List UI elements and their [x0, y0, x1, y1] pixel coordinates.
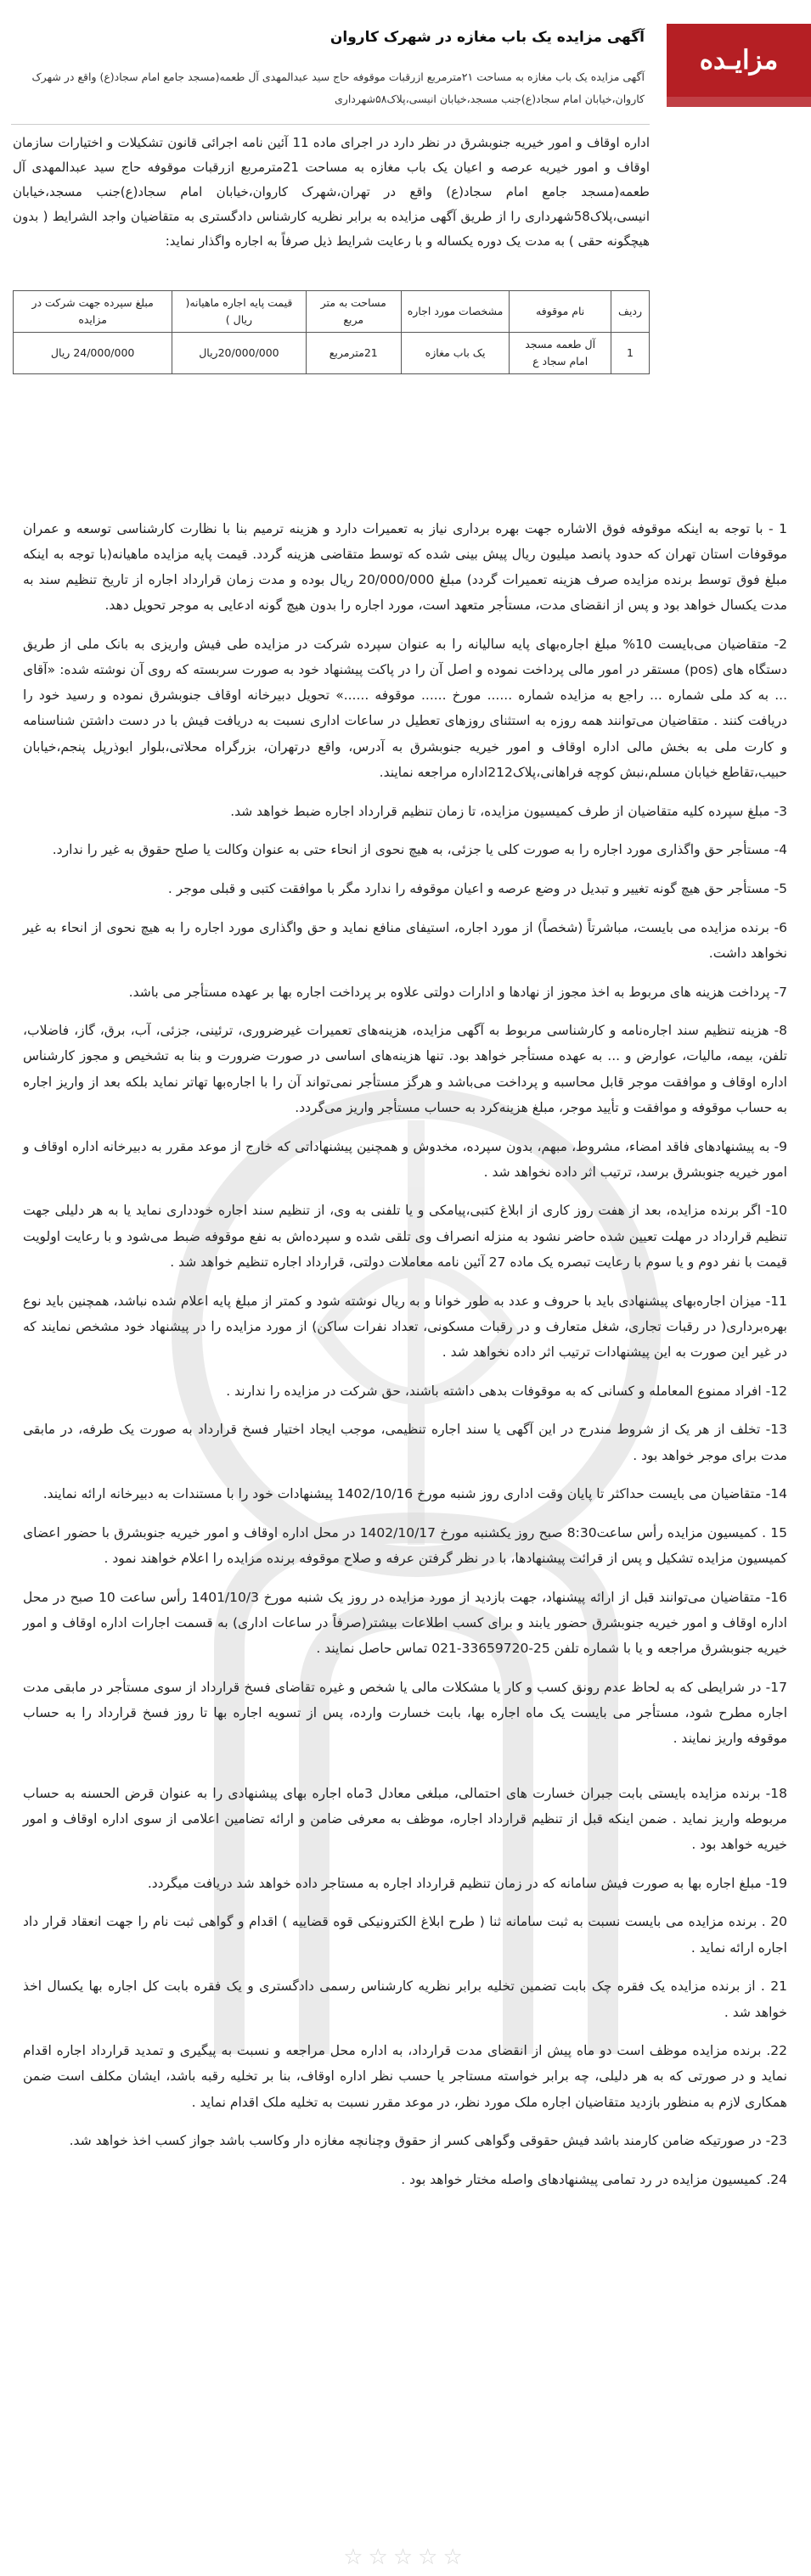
term-item: 19- مبلغ اجاره بها به صورت فیش سامانه که در زمان تنظیم قرارداد اجاره به مستاجر داده خواهد شد دریافت میگردد. [147, 1875, 787, 1891]
term-item: 17- در شرایطی که به لحاظ عدم رونق کسب و کار یا مشکلات مالی یا شخص و غیره تقاضای فسخ قرارداد از سوی مستأجر در مابقی مدت اجاره مطرح شود، مستأجر می بایست یک ماه اجاره بها، بابت خسارت وارده، پس از تسویه اجاره بها تا روز فسخ قرارداد را به حساب موقوفه واریز نمایند . [23, 1680, 787, 1747]
table-cell: آل طعمه مسجد امام سجاد ع [510, 333, 611, 374]
term-item: 13- تخلف از هر یک از شروط مندرج در این آگهی یا سند اجاره تنظیمی، موجب ایجاد اختیار فسخ قرارداد به صورت یک طرفه، در مابقی مدت برای موجر خواهد بود . [23, 1422, 787, 1463]
term-item: 8- هزینه تنظیم سند اجاره‌نامه و کارشناسی مربوط به آگهی مزایده، هزینه‌های تعمیرات غیرضروری، ترئینی، جزئی، آب، برق، گاز، فاضلاب، تلفن، بیمه، مالیات، عوارض و ... به عهده مستأجر خواهد بود. تنها هزینه‌های اساسی در صورت ضرورت و بنا به تشخیص و مجوز کارشناس اداره اوقاف و موافقت موجر قابل محاسبه و پرداخت می‌باشد و هرگز مستأجر نمی‌تواند آن را با اجاره‌بها تهاتر نماید بلکه بعد از واریز اجاره به حساب موقوفه و موافقت و تأیید موجر، مبلغ هزینه‌کرد به حساب مستأجر واریز می‌گردد. [23, 1023, 787, 1115]
column-header: قیمت پایه اجاره ماهیانه( ریال ) [172, 291, 306, 333]
page-title: آگهی مزایده یک باب مغازه در شهرک کاروان [329, 29, 645, 46]
term-item: 1 - با توجه به اینکه موقوفه فوق الاشاره جهت بهره برداری نیاز به تعمیرات دارد و هزینه ترمیم بنا با نظارت کارشناسی توسعه و عمران موقوفات استان تهران که حدود پانصد میلیون ریال پیش بینی شده که توسط متقاضی هزینه گردد. قیمت پایه مزایده ماهیانه(با توجه به اینکه مبلغ فوق توسط برنده مزایده صرف هزینه تعمیرات گردد) مبلغ 20/000/000 ریال بوده و مدت زمان قرارداد اجاره از تاریخ تنظیم سند به مدت یکسال خواهد بود و پس از انقضای مدت، مستأجر متعهد است، مورد اجاره را بدون هیچ گونه ادعایی به موجر تحویل دهد. [23, 520, 787, 614]
header-divider [11, 124, 650, 125]
term-item: 22. برنده مزایده موظف است دو ماه پیش از انقضای مدت قرارداد، به اداره محل مراجعه و نسبت به پیگیری و تمدید قرارداد اجاره اقدام نماید و در صورتی که به هر دلیلی، چه برابر خواسته مستاجر یا حسب نظر اداره اوقاف، بنا بر تخلیه رقبه باشد، ایشان مکلف است ضمن همکاری لازم به منظور بازدید متقاضیان اجاره ملک مورد نظر، در موعد مقرر نسبت به تخلیه ملک اقدام نماید . [23, 2043, 787, 2110]
term-item: 16- متقاضیان می‌توانند قبل از ارائه پیشنهاد، جهت بازدید از مورد مزایده در روز یک شنبه مورخ 1401/10/3 رأس ساعت 10 صبح در محل اداره اوقاف و امور خیریه جنوبشرق حضور یابند و برای کسب اطلاعات بیشتر(صرفاً در ساعات اداری) به قسمت اجارات اداره اوقاف و امور خیریه جنوبشرق مراجعه و یا با شماره تلفن 25-33659720-021 تماس حاصل نمایند . [23, 1589, 788, 1657]
column-header: ردیف [611, 291, 650, 333]
term-item: 18- برنده مزایده بایستی بابت جبران خسارت های احتمالی، مبلغی معادل 3ماه اجاره بهای پیشنهادی را به عنوان قرض الحسنه به حساب مربوطه واریز نماید . ضمن اینکه قبل از تنظیم قرارداد اجاره، موظف به معرفی ضامن و ارائه تضامین اعلامی از سوی اداره اوقاف و امور خیریه خواهد بود . [23, 1785, 788, 1853]
column-header: نام موقوفه [510, 291, 611, 333]
intro-paragraph: اداره اوقاف و امور خیریه جنوبشرق در نظر دارد در اجرای ماده 11 آئین نامه اجرائی قانون تشکیلات و اختیارات سازمان اوقاف و امور خیریه عرصه و اعیان یک باب مغازه به مساحت 21مترمربع ازرقبات موقوفه حاج سید عبدالمهدی آل طعمه(مسجد جامع امام سجاد(ع) واقع در تهران،شهرک کاروان،خیابان امام سجاد(ع)جنب مسجد،خیابان انیسی،پلاک58شهرداری را از طریق آگهی مزایده به برابر نظریه کارشناس دادگستری به متقاضیان واجد الشرایط ( بدون هیچگونه حقی ) به مدت یک دوره یکساله و با رعایت شرایط ذیل صرفاً به اجاره واگذار نماید: [13, 135, 650, 249]
column-header: مبلغ سپرده جهت شرکت در مزایده [14, 291, 172, 333]
term-item: 24. کمیسیون مزایده در رد تمامی پیشنهادهای واصله مختار خواهد بود . [401, 2172, 787, 2188]
term-item: 11- میزان اجاره‌بهای پیشنهادی باید با حروف و عدد به طور خوانا و به ریال نوشته شود و کمتر از مبلغ پایه اعلام شده نباشد، همچنین باید نوع بهره‌برداری( در رقبات تجاری، شغل متعارف و در رقبات مسکونی، تعداد نفرات ساکن) از مورد مزایده را در پیشنهاد خود مشخص نمایند که در غیر این صورت به این پیشنهادات ترتیب اثر داده نخواهد شد . [23, 1293, 787, 1360]
column-header: مشخصات مورد اجاره [401, 291, 509, 333]
table-cell: 21مترمربع [306, 333, 401, 374]
footer-rating-stars: ☆☆☆☆☆ [343, 2545, 468, 2570]
badge-ribbon [667, 95, 811, 107]
table-row [14, 333, 650, 374]
terms-list [23, 502, 787, 2196]
term-item: 12- افراد ممنوع المعامله و کسانی که به موقوفات بدهی داشته باشند، حق شرکت در مزایده را ندارند . [226, 1383, 787, 1399]
term-item: 9- به پیشنهادهای فاقد امضاء، مشروط، مبهم، بدون سپرده، مخدوش و همچنین پیشنهاداتی که خارج از موعد مقرر به دبیرخانه اداره اوقاف و امور خیریه جنوبشرق برسد، ترتیب اثر داده نخواهد شد . [23, 1138, 787, 1180]
column-header: مساحت به متر مربع [306, 291, 401, 333]
table-cell: یک باب مغازه [401, 333, 509, 374]
page-subtitle: آگهی مزایده یک باب مغازه به مساحت ۲۱مترمربع ازرقبات موقوفه حاج سید عبدالمهدی آل طعمه(مسجد جامع امام سجاد(ع) واقع در شهرک کاروان،خیابان امام سجاد(ع)جنب مسجد،خیابان انیسی،پلاک۵۸شهرداری [31, 70, 645, 105]
term-item: 5- مستأجر حق هیچ گونه تغییر و تبدیل در وضع عرصه و اعیان موقوفه را ندارد مگر با موافقت کتبی و قبلی موجر . [167, 880, 787, 896]
auction-badge [667, 24, 811, 97]
table-cell: 1 [611, 333, 650, 374]
table-cell: 24/000/000 ریال [14, 333, 172, 374]
auction-table [13, 290, 650, 374]
badge-label: مزایـده [699, 45, 779, 76]
table-cell: 20/000/000ریال [172, 333, 306, 374]
term-item: 20 . برنده مزایده می بایست نسبت به ثبت سامانه ثنا ( طرح ابلاغ الکترونیکی قوه قضاییه ) اقدام و گواهی ثبت نام را جهت انعقاد قرار داد اجاره ارائه نماید . [23, 1914, 787, 1956]
term-item: 4- مستأجر حق واگذاری مورد اجاره را به صورت کلی یا جزئی، به هیچ نحوی از انحاء حتی به عنوان وکالت یا صلح حقوق به غیر را ندارد. [52, 842, 787, 858]
term-item: 3- مبلغ سپرده کلیه متقاضیان از طرف کمیسیون مزایده، تا زمان تنظیم قرارداد اجاره ضبط خواهد شد. [230, 803, 787, 819]
term-item: 14- متقاضیان می بایست حداکثر تا پایان وقت اداری روز شنبه مورخ 1402/10/16 پیشنهادات خود را با مستندات به دبیرخانه ارائه نمایند. [42, 1486, 787, 1502]
term-item: 15 . کمیسیون مزایده رأس ساعت8:30 صبح روز یکشنبه مورخ 1402/10/17 در محل اداره اوقاف و امور خیریه جنوبشرق با حضور اعضای کمیسیون مزایده تشکیل و پس از قرائت پیشنهادها، با در نظر گرفتن عرفه و صلاح موقوفه برنده مزایده را اعلام خواهند نمود . [23, 1525, 787, 1567]
term-item: 2- متقاضیان می‌بایست 10% مبلغ اجاره‌بهای پایه سالیانه را به عنوان سپرده شرکت در مزایده طی فیش واریزی به بانک ملی از طریق دستگاه های (pos) مستقر در امور مالی پرداخت نموده و اصل آن را در پاکت پیشنهاد خود به صورت سربسته که روی آن نوشته شده: «آقای ... به کد ملی شماره ... راجع به مزایده شماره ...... مورخ ...... موقوفه ......» تحویل دبیرخانه اوقاف جنوبشرق نموده و رسید خود را دریافت کنند . متقاضیان می‌توانند همه روزه به استثنای روزهای تعطیل در ساعات اداری نسبت به دریافت فیش با در دست داشتن شناسنامه و کارت ملی به بخش مالی اداره اوقاف و امور خیریه جنوبشرق به آدرس، واقع درتهران، بزرگراه محلاتی،بلوار ابوذرپل پنجم،خیابان حبیب،تقاطع خیابان مسلم،نبش کوچه فراهانی،پلاک212اداره مراجعه نمایند. [23, 636, 787, 780]
term-item: 10- اگر برنده مزایده، بعد از هفت روز کاری از ابلاغ کتبی،پیامکی و یا تلفنی به وی، از تنظیم سند اجاره خودداری نماید یا به هر دلیلی جهت تنظیم قرارداد در مهلت تعیین شده حاضر نشود به منزله انصراف وی تلقی شده و سپرده‌اش به نفع موقوفه ضبط می‌شود و با رعایت اولویت قیمت با نفر دوم و یا سوم با رعایت تبصره یک ماده 27 آئین نامه معاملات دولتی، قرارداد اجاره تنظیم خواهد شد . [23, 1203, 787, 1270]
table-header-row [14, 291, 650, 333]
term-item: 7- پرداخت هزینه های مربوط به اخذ مجوز از نهادها و ادارات دولتی علاوه بر پرداخت اجاره بها بر عهده مستأجر می باشد. [128, 984, 787, 1000]
term-item: 6- برنده مزایده می بایست، مباشرتاً (شخصاً) از مورد اجاره، استیفای منافع نماید و حق واگذاری مورد اجاره را به هیچ نحوی از انحاء به غیر نخواهد داشت. [23, 919, 787, 961]
term-item: 23- در صورتیکه ضامن کارمند باشد فیش حقوقی وگواهی کسر از حقوق وچنانچه مغازه دار وکاسب باشد جواز کسب اخذ خواهد شد. [69, 2133, 787, 2149]
term-item: 21 . از برنده مزایده یک فقره چک بابت تضمین تخلیه برابر نظریه کارشناس رسمی دادگستری و یک فقره بابت کل اجاره بها یکسال اخذ خواهد شد . [23, 1978, 787, 2020]
